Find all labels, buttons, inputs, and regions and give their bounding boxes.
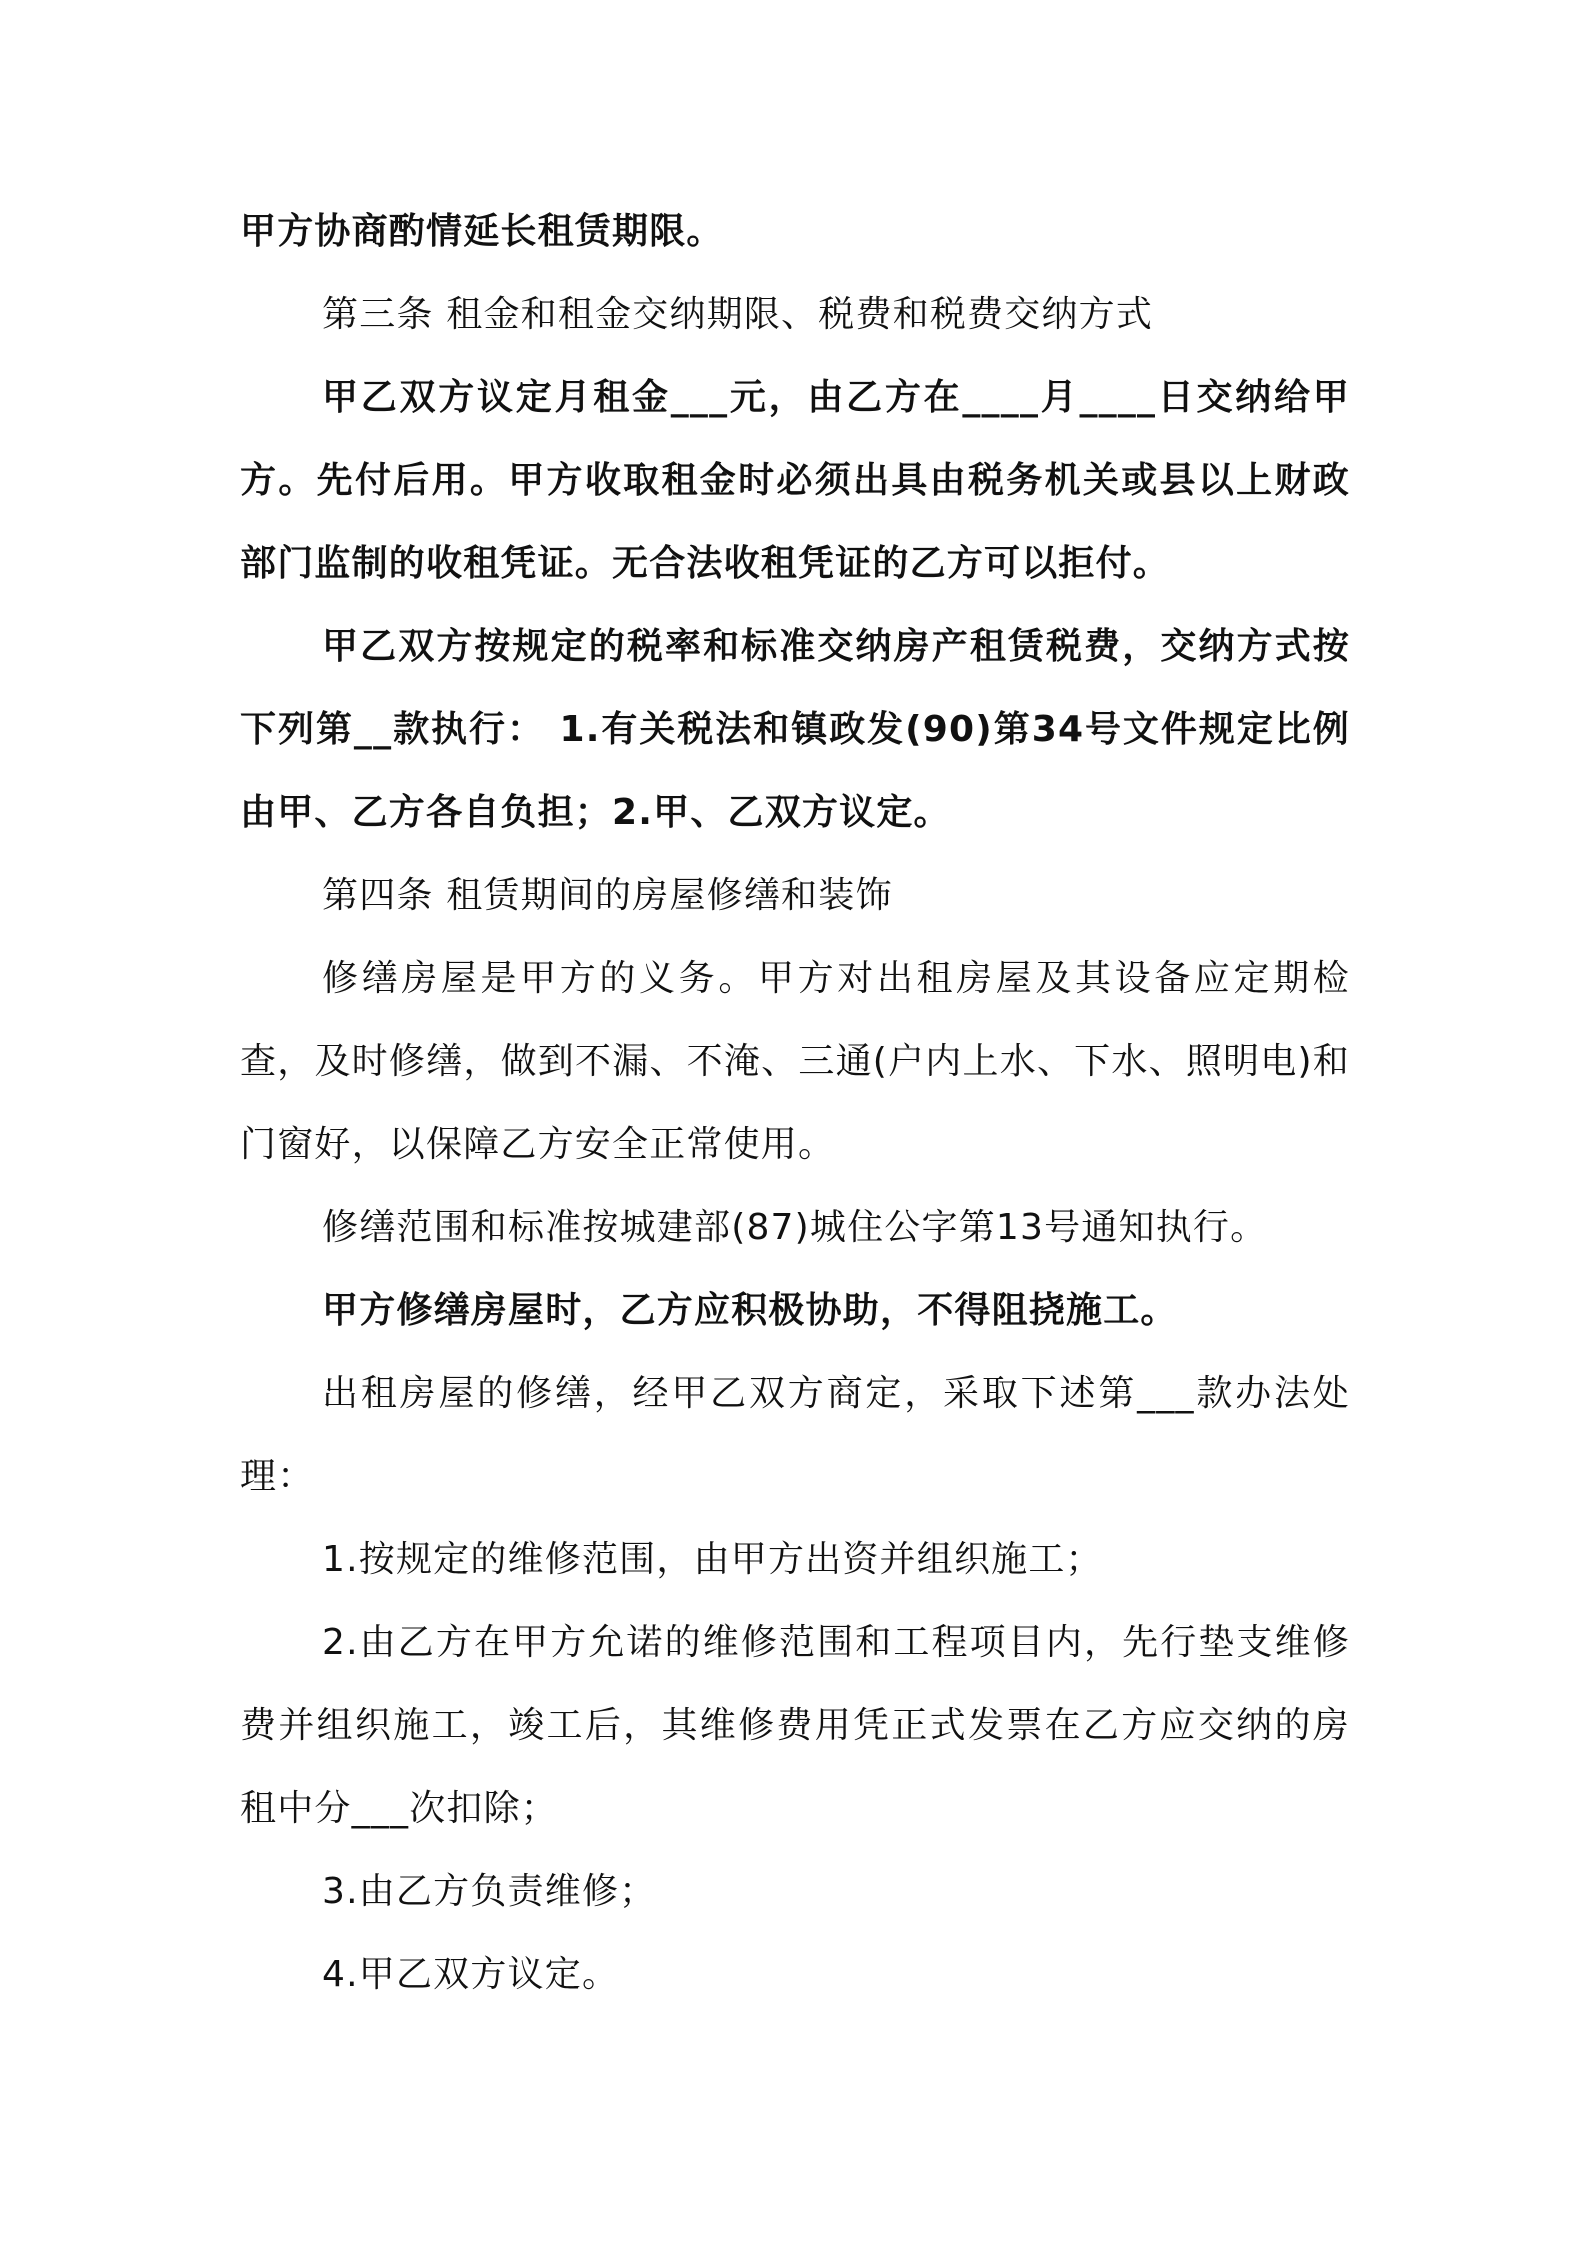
- paragraph-lease-extension: 甲方协商酌情延长租赁期限。: [240, 211, 724, 252]
- paragraph-repair-duty: 修缮房屋是甲方的义务。甲方对出租房屋及其设备应定期检查，及时修缮，做到不漏、不淹、三通(户内上水、下水、照明电)和门窗好，以保障乙方安全正常使用。: [240, 958, 1350, 1165]
- paragraph-repair-method: 出租房屋的修缮，经甲乙双方商定，采取下述第___款办法处理：: [240, 1373, 1350, 1497]
- list-item-option-3: 3.由乙方负责维修；: [322, 1871, 657, 1912]
- paragraph-tax-payment: 甲乙双方按规定的税率和标准交纳房产租赁税费，交纳方式按下列第__款执行： 1.有关税法和镇政发(90)第34号文件规定比例由甲、乙方各自负担；2.甲、乙双方议定。: [240, 626, 1350, 833]
- article-three-heading: 第三条 租金和租金交纳期限、税费和税费交纳方式: [322, 294, 1154, 335]
- list-item-option-1: 1.按规定的维修范围，由甲方出资并组织施工；: [322, 1539, 1103, 1580]
- paragraph-repair-cooperation: 甲方修缮房屋时，乙方应积极协助，不得阻挠施工。: [322, 1290, 1178, 1331]
- list-item-option-4: 4.甲乙双方议定。: [322, 1954, 620, 1995]
- article-four-heading: 第四条 租赁期间的房屋修缮和装饰: [322, 875, 893, 916]
- document-body: [240, 190, 1350, 2016]
- paragraph-monthly-rent: 甲乙双方议定月租金___元，由乙方在____月____日交纳给甲方。先付后用。甲方收取租金时必须出具由税务机关或县以上财政部门监制的收租凭证。无合法收租凭证的乙方可以拒付。: [240, 377, 1350, 584]
- list-item-option-2: 2.由乙方在甲方允诺的维修范围和工程项目内，先行垫支维修费并组织施工，竣工后，其维修费用凭正式发票在乙方应交纳的房租中分___次扣除；: [240, 1622, 1350, 1829]
- paragraph-repair-scope: 修缮范围和标准按城建部(87)城住公字第13号通知执行。: [322, 1207, 1268, 1248]
